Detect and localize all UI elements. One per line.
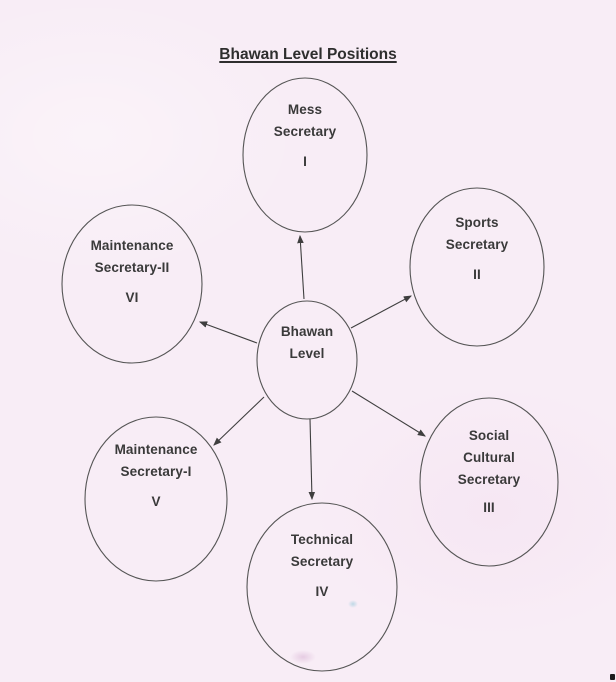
node-sports-line2: Secretary — [445, 237, 509, 252]
node-maintenance2-numeral: VI — [125, 290, 139, 305]
arrow-to-sports — [351, 296, 411, 328]
node-technical-numeral: IV — [315, 584, 329, 599]
node-label-center — [257, 321, 357, 365]
node-label-technical — [247, 529, 397, 603]
node-social-line3: Secretary — [457, 472, 521, 487]
node-social-line1: Social — [468, 428, 510, 443]
node-social-line2: Cultural — [463, 450, 515, 465]
arrow-to-maintenance2 — [200, 322, 257, 343]
node-label-maintenance1 — [85, 439, 227, 513]
node-technical-line1: Technical — [290, 532, 354, 547]
node-maintenance2-line2: Secretary-II — [94, 260, 170, 275]
arrow-to-maintenance1 — [214, 397, 264, 445]
page-title-text: Bhawan Level Positions — [219, 46, 397, 63]
node-maintenance1-line2: Secretary-I — [120, 464, 192, 479]
scan-corner-mark — [610, 674, 615, 680]
scan-smudge — [290, 650, 316, 664]
node-mess-line1: Mess — [287, 102, 323, 117]
node-mess-line2: Secretary — [273, 124, 337, 139]
node-center-line2: Level — [289, 346, 325, 361]
scan-speck — [348, 600, 358, 608]
node-mess-numeral: I — [303, 154, 307, 169]
node-maintenance1-line1: Maintenance — [114, 442, 198, 457]
node-label-sports — [410, 212, 544, 286]
node-center-line1: Bhawan — [280, 324, 334, 339]
node-label-social — [420, 425, 558, 519]
node-label-mess — [243, 99, 367, 173]
node-technical-line2: Secretary — [290, 554, 354, 569]
page-title — [0, 46, 616, 64]
arrow-to-social — [352, 391, 425, 436]
node-maintenance1-numeral: V — [151, 494, 161, 509]
node-maintenance2-line1: Maintenance — [90, 238, 174, 253]
node-social-numeral: III — [483, 500, 495, 515]
node-label-maintenance2 — [62, 235, 202, 309]
arrow-to-mess — [300, 236, 304, 299]
node-sports-numeral: II — [473, 267, 481, 282]
arrow-to-technical — [310, 419, 312, 499]
node-sports-line1: Sports — [455, 215, 499, 230]
